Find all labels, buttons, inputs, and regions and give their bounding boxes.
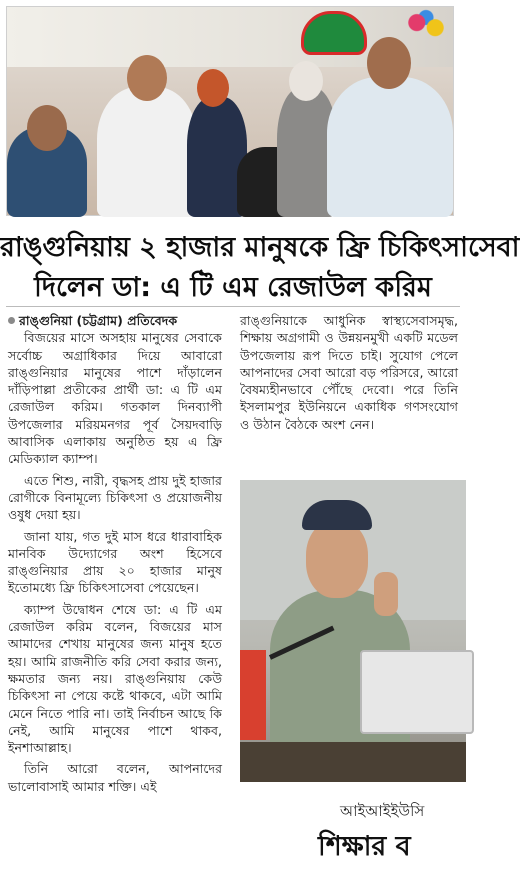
speaker-cap <box>302 500 372 530</box>
paragraph: ক্যাম্প উদ্বোধন শেষে ডা: এ টি এম রেজাউল করিম বলেন, বিজয়ের মাস আমাদের শেখায় মানুষের জন্য মানুষ হতে হয়। আমি রাজনীতি করি সেবা করার জন্য, ক্ষমতার জন্য নয়। রাঙ্গুনিয়ায় কেউ চিকিৎসা না পেয়ে কষ্টে থাকবে, এটা আমি মেনে নিতে পারি না। তাই নির্বাচন আছে কি নেই, আমি মানুষের পাশে থাকব, ইনশাআল্লাহ। <box>8 601 222 756</box>
red-banner <box>240 650 266 740</box>
desk <box>240 742 466 782</box>
paragraph: এতে শিশু, নারী, বৃদ্ধসহ প্রায় দুই হাজার রোগীকে বিনামূল্যে চিকিৎসা ও প্রয়োজনীয় ওষুধ দেয়া হয়। <box>8 472 222 523</box>
bullet-icon <box>8 317 15 324</box>
balloon-decoration <box>403 9 449 43</box>
paragraph: তিনি আরো বলেন, আপনাদের ভালোবাসাই আমার শক্তি। এই <box>8 761 222 794</box>
byline-text: রাঙ্গুনিয়া (চট্টগ্রাম) প্রতিবেদক <box>19 313 178 328</box>
doctor-head <box>27 105 67 151</box>
man-light-shirt <box>327 77 453 217</box>
man-white-panjabi <box>97 87 197 217</box>
next-article-title: শিক্ষার ব <box>318 831 411 862</box>
article-headline <box>0 228 520 308</box>
headline-divider <box>6 306 460 307</box>
article-column-left <box>8 312 222 795</box>
man-foreground-head <box>367 37 411 89</box>
speaker-face <box>306 520 368 598</box>
paragraph: বিজয়ের মাসে অসহায় মানুষের সেবাকে সর্বোচ্চ অগ্রাধিকার দিয়ে আবারো রাঙ্গুনিয়ার মানুষের পাশে দাঁড়ালেন দাঁড়িপাল্লা প্রতীকের প্রার্থী ডা: এ টি এম রেজাউল করিম। গতকাল দিনব্যাপী উপজেলার মরিয়মনগর পূর্ব সৈয়দবাড়ি আবাসিক এলাকায় অনুষ্ঠিত হয় এ ফ্রি মেডিক্যাল ক্যাম্প। <box>8 330 222 467</box>
article-column-right <box>240 312 458 433</box>
news-photo-speaker <box>240 480 466 780</box>
byline <box>8 312 222 329</box>
man-white-beard-head <box>289 61 323 101</box>
next-article-subtitle: আইআইইউসি <box>340 802 425 820</box>
paragraph: রাঙ্গুনিয়াকে আধুনিক স্বাস্থ্যসেবাসমৃদ্ধ, শিক্ষায় অগ্রগামী ও উন্নয়নমুখী একটি মডেল উপজেলায় রূপ দিতে চাই। সুযোগ পেলে আপনাদের সেবা আরো বড় পরিসরে, আরো বৈষম্যহীনভাবে পৌঁছে দেবো। পরে তিনি ইসলামপুর ইউনিয়নে একাধিক গণসংযোগ ও উঠান বৈঠকে অংশ নেন। <box>240 313 458 432</box>
headline-line-2: দিলেন ডা: এ টি এম রেজাউল করিম <box>34 272 432 303</box>
speaker-hand <box>374 572 398 616</box>
man-head <box>127 55 167 101</box>
paragraph: জানা যায়, গত দুই মাস ধরে ধারাবাহিক মানবিক উদ্যোগের অংশ হিসেবে রাঙ্গুনিয়ার প্রায় ২০ হাজার মানুষ ইতোমধ্যে ফ্রি চিকিৎসাসেবা পেয়েছেন। <box>8 528 222 596</box>
laptop <box>360 650 474 734</box>
man-red-beard-head <box>197 69 229 107</box>
news-photo-medical-camp <box>6 6 454 216</box>
headline-line-1: রাঙ্গুনিয়ায় ২ হাজার মানুষকে ফ্রি চিকিৎসাসেবা <box>0 232 520 263</box>
